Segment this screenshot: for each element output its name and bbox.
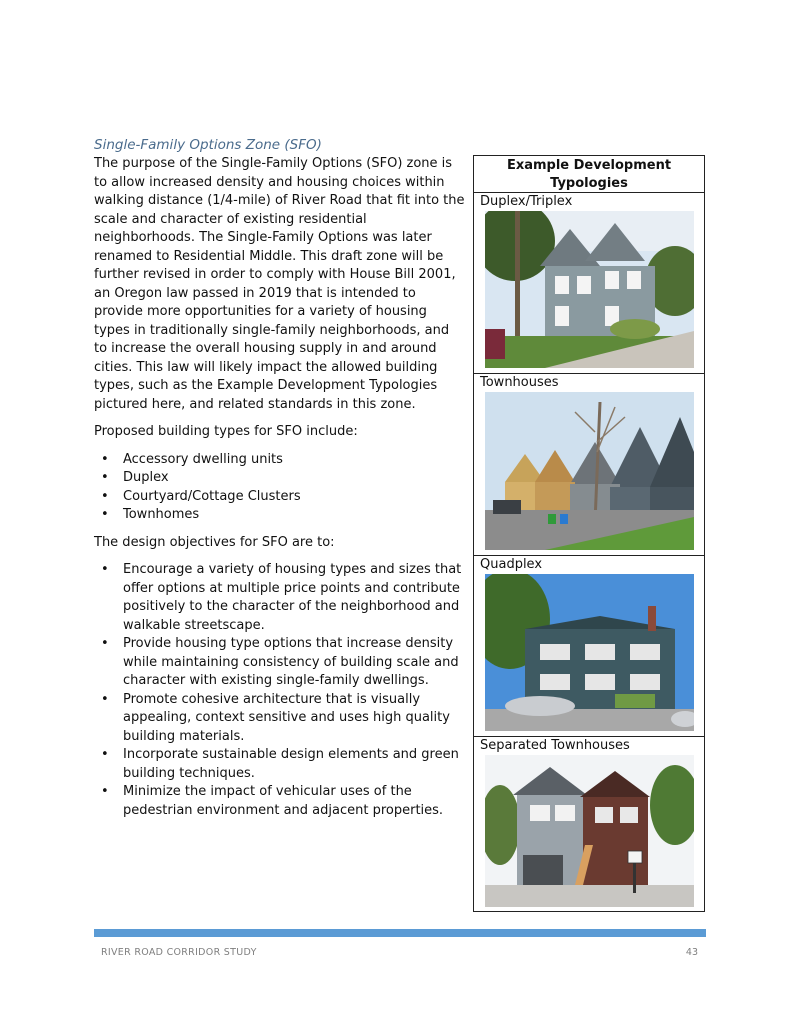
bullet-icon: • (101, 691, 109, 707)
quadplex-photo (485, 574, 694, 731)
footer-title: RIVER ROAD CORRIDOR STUDY (101, 947, 257, 958)
bullet-icon: • (101, 562, 109, 577)
bullet-icon: • (101, 470, 109, 485)
footer-rule (94, 929, 706, 937)
typology-table (473, 155, 705, 912)
list-item: • Courtyard/Cottage Clusters (94, 488, 466, 507)
objectives-intro: The design objectives for SFO are to: (94, 534, 335, 550)
separated-townhouses-photo (485, 755, 694, 907)
list-item: • Accessory dwelling units (94, 451, 466, 470)
list-item: • Townhomes (94, 506, 466, 525)
list-item: • Duplex (94, 469, 466, 488)
typology-label: Quadplex (480, 557, 543, 572)
typology-cell-townhouses (474, 374, 704, 556)
typology-label: Townhouses (480, 375, 559, 390)
duplex-triplex-photo (485, 211, 694, 368)
bullet-icon: • (101, 507, 109, 522)
table-header: Example Development Typologies (474, 156, 704, 193)
bullet-icon: • (101, 784, 109, 799)
objectives-list (94, 561, 466, 820)
typology-label: Separated Townhouses (480, 738, 630, 753)
typology-cell-duplex-triplex (474, 193, 704, 374)
body-text-column (94, 155, 466, 829)
typology-cell-quadplex (474, 556, 704, 737)
typology-cell-separated-townhouses (474, 737, 704, 912)
bullet-icon: • (101, 747, 109, 762)
list-item: • Encourage a variety of housing types and sizes that offer options at multiple price points and contribute positively to the character of the neighborhood and walkable streetscape. (101, 562, 462, 633)
list-item: • Incorporate sustainable design elements and green building techniques. (101, 747, 459, 781)
list-item: • Minimize the impact of vehicular uses of the pedestrian environment and adjacent properties. (101, 784, 444, 818)
list-item: • Provide housing type options that increase density while maintaining consistency of building scale and character with existing single-family dwellings. (101, 636, 459, 688)
page-number: 43 (685, 947, 698, 958)
intro-paragraph: The purpose of the Single-Family Options (SFO) zone is to allow increased density and housing choices within walking distance (1/4-mile) of River Road that fit into the scale and character of existing residential neighborhoods. The Single-Family Options was later renamed to Residential Middle. This draft zone will be further revised in order to comply with House Bill 2001, an Oregon law passed in 2019 that is intended to provide more opportunities for a variety of housing types in traditionally single-family neighborhoods, and to increase the overall housing supply in and around cities. This law will likely impact the allowed building types, such as the Example Development Typologies pictured here, and related standards in this zone. (94, 156, 465, 412)
typology-label: Duplex/Triplex (480, 194, 573, 209)
bullet-icon: • (101, 488, 109, 504)
bullet-icon: • (101, 636, 109, 651)
bullet-icon: • (101, 451, 109, 467)
list-item: • Promote cohesive architecture that is visually appealing, context sensitive and uses high quality building materials. (101, 691, 450, 744)
building-types-list (94, 451, 466, 525)
building-types-intro: Proposed building types for SFO include: (94, 424, 358, 439)
townhouses-photo (485, 392, 694, 550)
section-heading: Single-Family Options Zone (SFO) (94, 137, 322, 153)
